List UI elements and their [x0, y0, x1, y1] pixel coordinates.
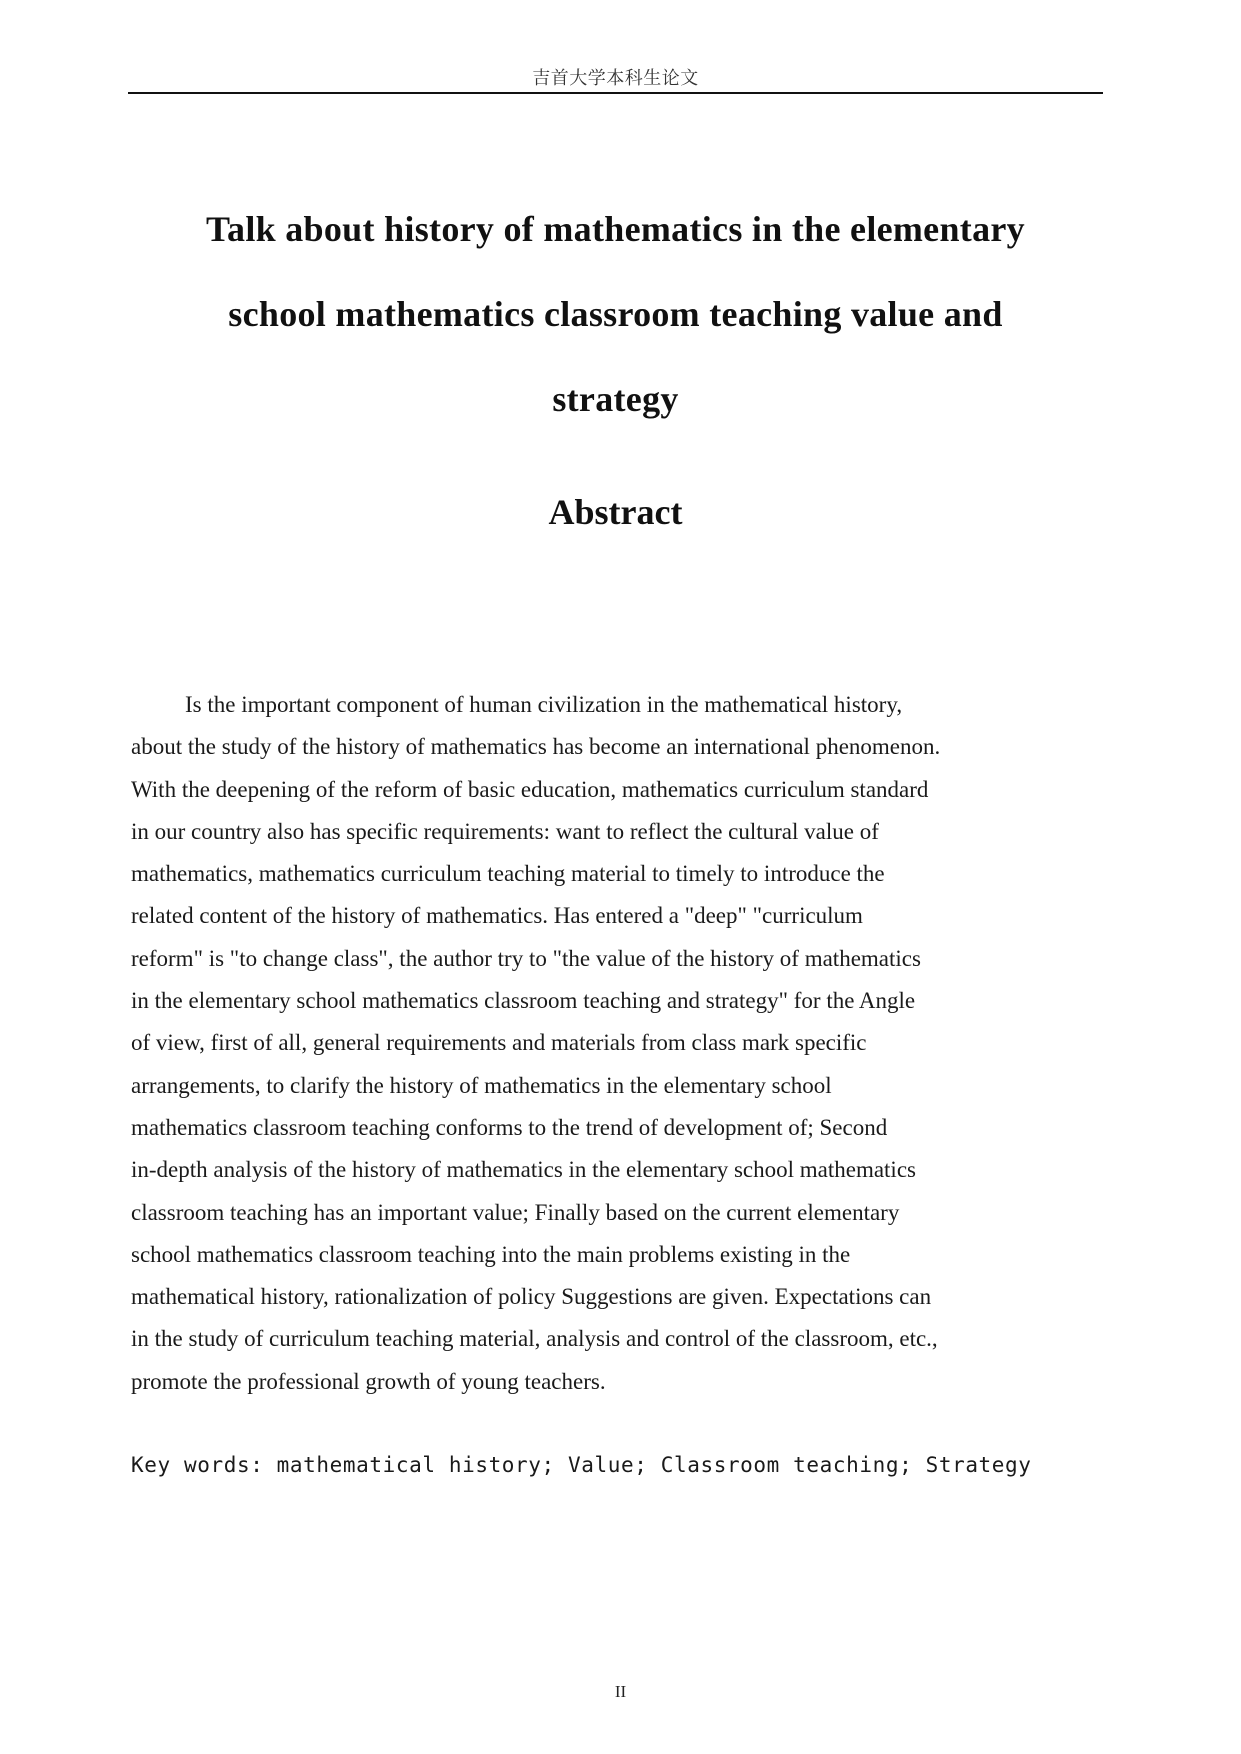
abstract-line: mathematics, mathematics curriculum teaching material to timely to introduce the: [131, 861, 885, 887]
abstract-line: in the study of curriculum teaching material, analysis and control of the classroom, etc.,: [131, 1326, 938, 1352]
title-line: Talk about history of mathematics in the elementary: [206, 209, 1025, 249]
abstract-line: in-depth analysis of the history of mathematics in the elementary school mathematics: [131, 1157, 916, 1183]
abstract-line: of view, first of all, general requirements and materials from class mark specific: [131, 1030, 867, 1056]
abstract-line: promote the professional growth of young teachers.: [131, 1368, 606, 1394]
header-text: 吉首大学本科生论文: [532, 68, 699, 89]
keywords: Key words: mathematical history; Value; Classroom teaching; Strategy: [131, 1453, 1032, 1477]
abstract-line: related content of the history of mathematics. Has entered a "deep" "curriculum: [131, 903, 863, 929]
abstract-line: mathematical history, rationalization of policy Suggestions are given. Expectations can: [131, 1284, 932, 1310]
page-header: [128, 62, 1103, 94]
abstract-line: reform" is "to change class", the author try to "the value of the history of mathematics: [131, 945, 921, 971]
abstract-line: in the elementary school mathematics classroom teaching and strategy" for the Angle: [131, 988, 916, 1014]
page-number: II: [614, 1682, 627, 1701]
abstract-line: mathematics classroom teaching conforms to the trend of development of; Second: [131, 1114, 888, 1140]
abstract-line: With the deepening of the reform of basic education, mathematics curriculum standard: [131, 776, 929, 802]
abstract-line: Is the important component of human civilization in the mathematical history,: [185, 692, 903, 717]
abstract-line: arrangements, to clarify the history of mathematics in the elementary school: [131, 1072, 832, 1098]
abstract-heading: Abstract: [548, 492, 683, 532]
title-line: strategy: [552, 379, 679, 419]
title-line: school mathematics classroom teaching value and: [228, 294, 1003, 334]
abstract-line: about the study of the history of mathematics has become an international phenomenon.: [131, 734, 941, 760]
abstract-body: [131, 684, 1111, 1403]
paper-title: [128, 187, 1103, 442]
abstract-line: school mathematics classroom teaching into the main problems existing in the: [131, 1241, 851, 1267]
abstract-line: in our country also has specific requirements: want to reflect the cultural value of: [131, 818, 879, 844]
abstract-line: classroom teaching has an important value; Finally based on the current elementary: [131, 1199, 900, 1225]
